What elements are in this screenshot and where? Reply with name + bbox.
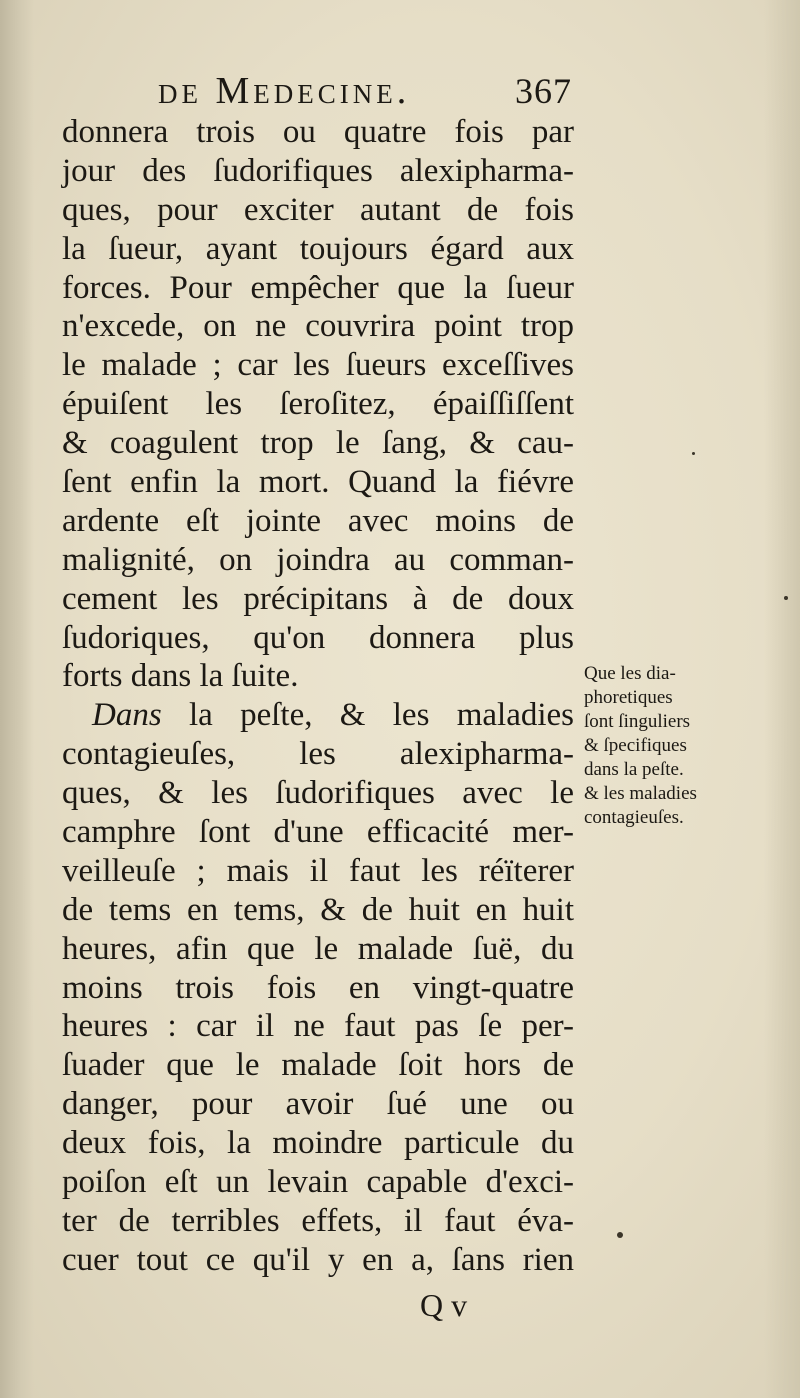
text-line: donnera trois ou quatre fois par [62,114,574,150]
text-line: la ſueur, ayant toujours égard aux [62,230,574,267]
text-line: danger, pour avoir ſué une ou [62,1086,574,1123]
text-line: ter de terribles effets, il faut éva- [62,1202,574,1239]
margin-note-line: phoretiques [584,687,673,708]
ink-speck [692,452,695,455]
text-line: ſudoriques, qu'on donnera plus [62,619,574,656]
text-line: cuer tout ce qu'il y en a, ſans rien [62,1241,574,1278]
text-line: malignité, on joindra au comman- [62,541,574,578]
text-line: heures : car il ne faut pas ſe per- [62,1008,574,1045]
text-line: heures, afin que le malade ſuë, du [62,930,574,967]
text-line: forces. Pour empêcher que la ſueur [62,269,574,306]
page-edge-shadow [764,0,800,1398]
text-line: forts dans la ſuite. [62,658,299,695]
margin-note-line: ſont ſinguliers [584,711,691,732]
body-text [62,113,574,1280]
text-line: poiſon eſt un levain capable d'exci- [62,1164,574,1201]
margin-note-line: dans la peſte. [584,759,684,780]
text-line: épuiſent les ſeroſitez, épaiſſiſſent [62,386,574,423]
text-line: jour des ſudorifiques alexipharma- [62,152,574,189]
text-line: ſent enfin la mort. Quand la fiévre [62,464,574,501]
ink-speck [617,1232,623,1238]
text-line: ques, pour exciter autant de fois [62,191,574,228]
margin-note-line: contagieuſes. [584,807,684,828]
margin-note-line: & les maladies [584,783,697,804]
ink-speck [784,596,788,600]
text-line: cement les précipitans à de doux [62,580,574,617]
text-line: contagieuſes, les alexipharma- [62,736,574,773]
page-gutter-shadow [0,0,34,1398]
margin-note [584,662,744,830]
signature-mark: Q v [420,1287,468,1323]
text-line: le malade ; car les ſueurs exceſſives [62,347,574,384]
text-line: ſuader que le malade ſoit hors de [62,1047,574,1084]
page-number: 367 [515,71,572,111]
text-line: n'excede, on ne couvrira point trop [62,308,574,345]
text-line: veilleuſe ; mais il faut les réïterer [62,852,574,889]
text-line: de tems en tems, & de huit en huit [62,891,574,928]
text-line: deux fois, la moindre particule du [62,1125,574,1162]
text-line: camphre ſont d'une efficacité mer- [62,814,574,851]
margin-note-line: & ſpecifiques [584,735,687,756]
paragraph-first-line [62,696,574,735]
text-line: moins trois fois en vingt-quatre [62,969,574,1006]
running-head-title: de Medecine. [158,70,411,112]
paragraph-opening-word: Dans [92,697,162,734]
margin-note-line: Que les dia- [584,663,676,684]
text-line-rest: la peſte, & les maladies [189,697,575,734]
text-line: & coagulent trop le ſang, & cau- [62,425,574,462]
text-line: ques, & les ſudorifiques avec le [62,775,574,812]
running-head [158,68,578,114]
text-line: ardente eſt jointe avec moins de [62,502,574,539]
